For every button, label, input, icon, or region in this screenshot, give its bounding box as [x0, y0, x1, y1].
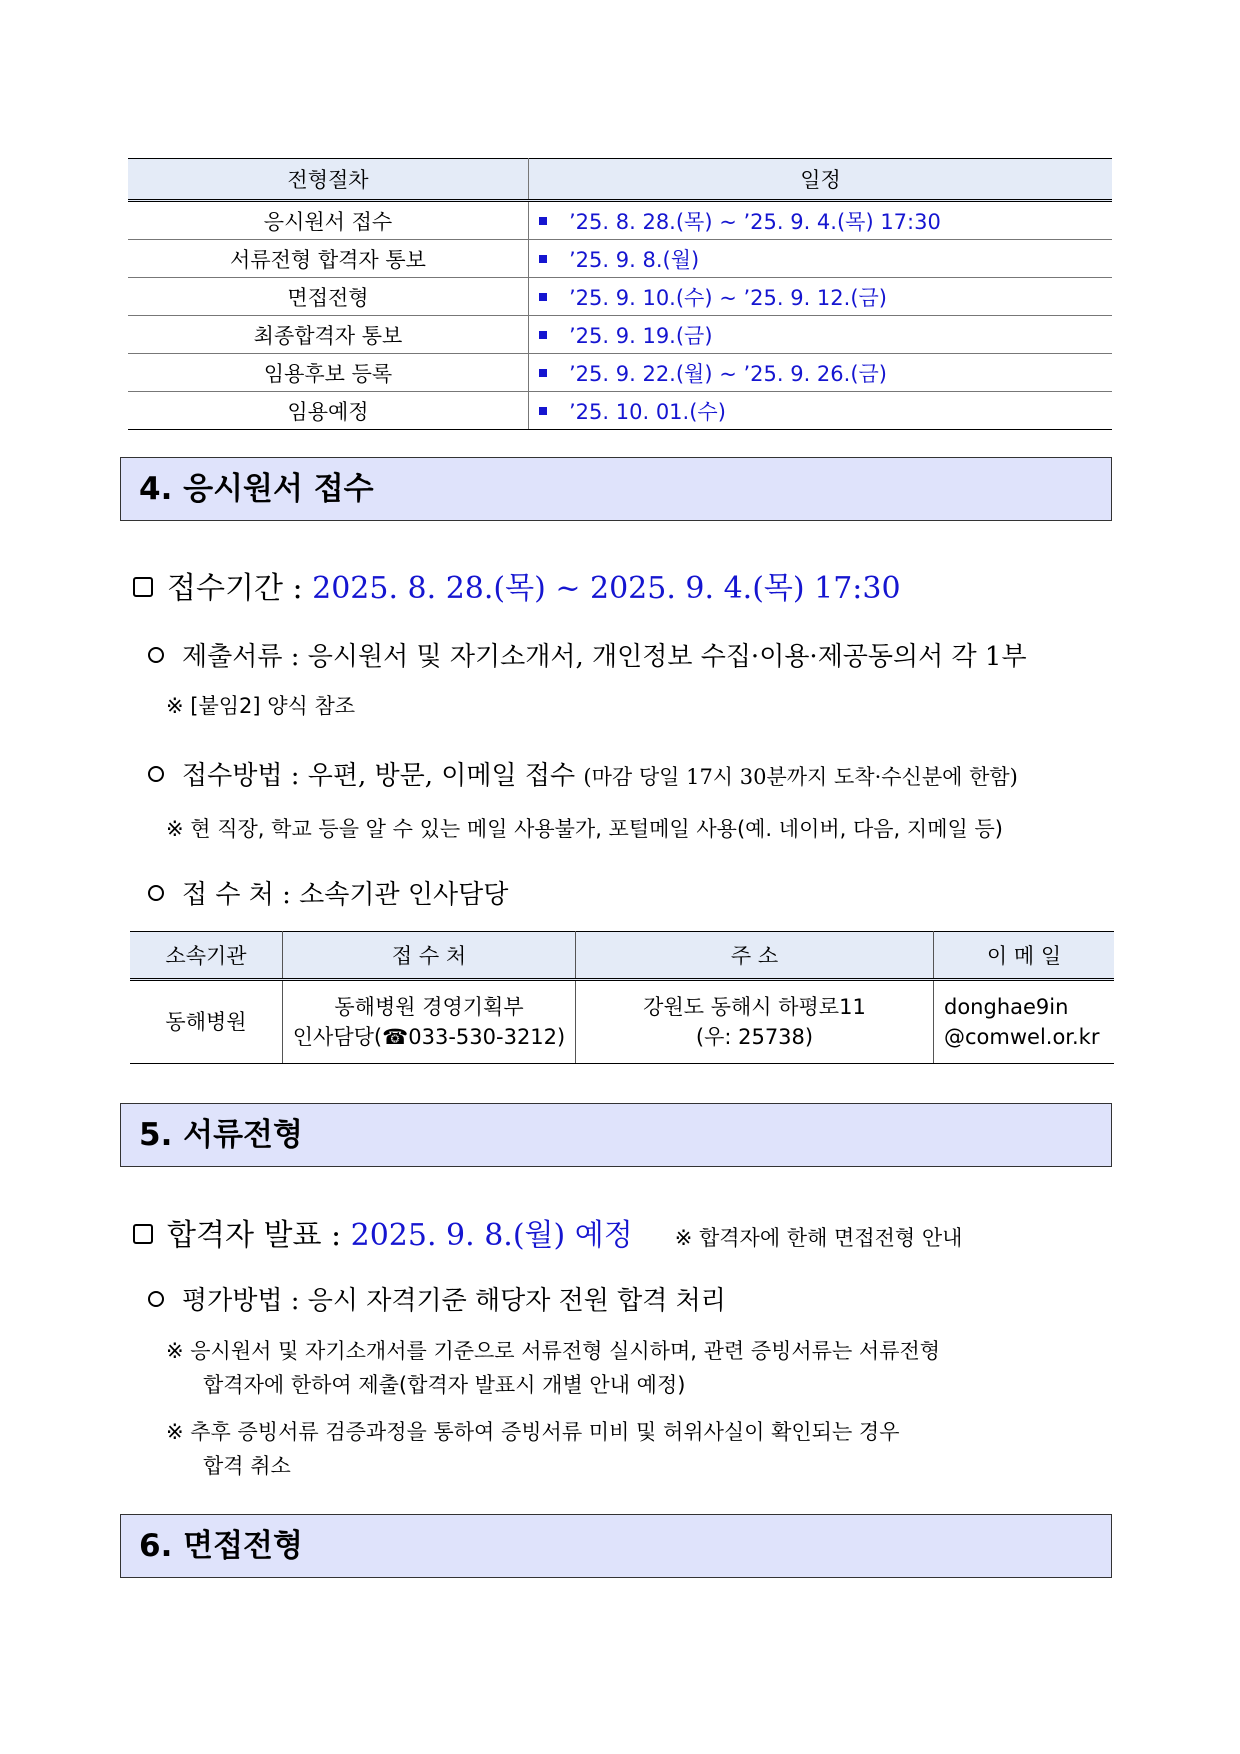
announce-line — [133, 1210, 962, 1254]
square-bullet-icon — [539, 255, 547, 263]
circle-bullet-icon — [148, 647, 164, 663]
schedule-step: 임용후보 등록 — [128, 354, 529, 392]
contact-email-line1: donghae9in — [944, 995, 1069, 1019]
square-bullet-icon — [539, 293, 547, 301]
contact-address — [576, 980, 934, 1064]
table-row — [128, 278, 1112, 316]
checkbox-square-icon — [133, 1224, 153, 1244]
table-row — [128, 316, 1112, 354]
schedule-header-step: 전형절차 — [128, 159, 529, 201]
schedule-header-date: 일정 — [529, 159, 1113, 201]
schedule-date: ’25. 9. 10.(수) ~ ’25. 9. 12.(금) — [569, 285, 888, 310]
contact-org: 동해병원 — [130, 980, 283, 1064]
announce-value: 2025. 9. 8.(월) 예정 — [350, 1218, 633, 1253]
contact-dept-line2: 인사담당(☎033-530-3212) — [292, 1025, 566, 1049]
checkbox-square-icon — [133, 577, 153, 597]
schedule-date-cell — [529, 316, 1113, 354]
docs-line — [148, 636, 1027, 673]
schedule-step: 임용예정 — [128, 392, 529, 430]
eval-note-1-line1: ※ 응시원서 및 자기소개서를 기준으로 서류전형 실시하며, 관련 증빙서류는 서류전형 — [166, 1339, 941, 1363]
eval-note-2-line1: ※ 추후 증빙서류 검증과정을 통하여 증빙서류 미비 및 허위사실이 확인되는 경우 — [166, 1420, 900, 1444]
section-5-heading: 5. 서류전형 — [120, 1103, 1112, 1167]
schedule-date-cell — [529, 278, 1113, 316]
docs-text: 제출서류 : 응시원서 및 자기소개서, 개인정보 수집·이용·제공동의서 각 1부 — [182, 642, 1027, 672]
announce-label: 합격자 발표 : — [167, 1218, 351, 1253]
place-text: 접 수 처 : 소속기관 인사담당 — [182, 880, 509, 910]
period-line — [133, 563, 901, 607]
table-row — [128, 392, 1112, 430]
contact-header-dept: 접 수 처 — [283, 932, 576, 980]
schedule-date: ’25. 8. 28.(목) ~ ’25. 9. 4.(목) 17:30 — [569, 209, 941, 234]
table-row — [130, 980, 1114, 1064]
schedule-date-cell — [529, 201, 1113, 240]
eval-text: 평가방법 : 응시 자격기준 해당자 전원 합격 처리 — [182, 1286, 726, 1316]
eval-note-1-line2: 합격자에 한하여 제출(합격자 발표시 개별 안내 예정) — [203, 1373, 686, 1397]
docs-note: ※ [붙임2] 양식 참조 — [166, 694, 356, 718]
contact-header-row — [130, 932, 1114, 980]
section-4-heading: 4. 응시원서 접수 — [120, 457, 1112, 521]
square-bullet-icon — [539, 369, 547, 377]
period-label: 접수기간 : — [167, 571, 313, 606]
table-row — [128, 201, 1112, 240]
schedule-date: ’25. 9. 22.(월) ~ ’25. 9. 26.(금) — [569, 361, 888, 386]
schedule-date-cell — [529, 392, 1113, 430]
contact-header-email: 이 메 일 — [934, 932, 1115, 980]
method-text: 접수방법 : 우편, 방문, 이메일 접수 — [182, 761, 576, 791]
contact-address-line1: 강원도 동해시 하평로11 — [643, 995, 866, 1019]
contact-address-line2: (우: 25738) — [695, 1025, 814, 1049]
schedule-date-cell — [529, 354, 1113, 392]
contact-header-address: 주 소 — [576, 932, 934, 980]
eval-note-2-line2: 합격 취소 — [203, 1454, 291, 1478]
schedule-date: ’25. 9. 8.(월) — [569, 247, 700, 272]
method-small-text: (마감 당일 17시 30분까지 도착·수신분에 한함) — [583, 765, 1018, 789]
schedule-date: ’25. 9. 19.(금) — [569, 323, 713, 348]
contact-dept — [283, 980, 576, 1064]
circle-bullet-icon — [148, 766, 164, 782]
method-note: ※ 현 직장, 학교 등을 알 수 있는 메일 사용불가, 포털메일 사용(예. 네이버, 다음, 지메일 등) — [166, 817, 1003, 841]
contact-dept-line1: 동해병원 경영기획부 — [334, 995, 524, 1019]
schedule-step: 응시원서 접수 — [128, 201, 529, 240]
schedule-step: 최종합격자 통보 — [128, 316, 529, 354]
contact-email-line2: @comwel.or.kr — [944, 1025, 1100, 1049]
period-value: 2025. 8. 28.(목) ~ 2025. 9. 4.(목) 17:30 — [312, 571, 901, 606]
table-row — [128, 354, 1112, 392]
circle-bullet-icon — [148, 885, 164, 901]
table-row — [128, 240, 1112, 278]
square-bullet-icon — [539, 407, 547, 415]
schedule-date: ’25. 10. 01.(수) — [569, 399, 726, 424]
announce-note: ※ 합격자에 한해 면접전형 안내 — [674, 1226, 963, 1250]
contact-table — [130, 931, 1114, 1064]
schedule-step: 서류전형 합격자 통보 — [128, 240, 529, 278]
square-bullet-icon — [539, 331, 547, 339]
place-line — [148, 874, 508, 911]
schedule-date-cell — [529, 240, 1113, 278]
square-bullet-icon — [539, 217, 547, 225]
contact-header-org: 소속기관 — [130, 932, 283, 980]
schedule-table — [128, 158, 1112, 430]
method-line — [148, 755, 1018, 792]
schedule-header-row — [128, 159, 1112, 201]
schedule-step: 면접전형 — [128, 278, 529, 316]
circle-bullet-icon — [148, 1291, 164, 1307]
contact-email[interactable] — [934, 980, 1115, 1064]
eval-line — [148, 1280, 726, 1317]
section-6-heading: 6. 면접전형 — [120, 1514, 1112, 1578]
